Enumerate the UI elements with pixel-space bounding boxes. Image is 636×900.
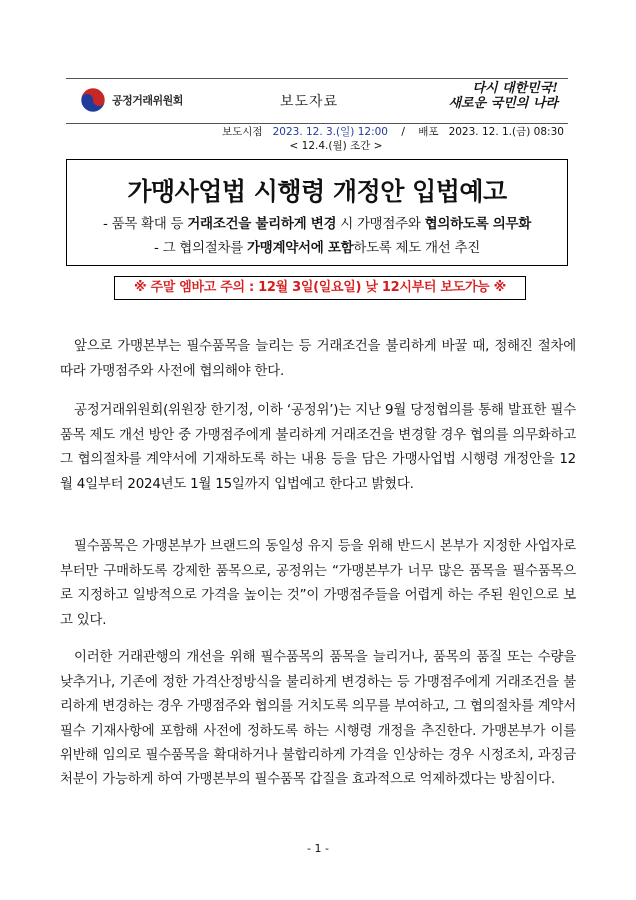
- body-paragraph-1: 앞으로 가맹본부는 필수품목을 늘리는 등 거래조건을 불리하게 바꿀 때, 정해진 절차에 따라 가맹점주와 사전에 협의해야 한다.: [60, 339, 576, 379]
- taegeuk-logo-icon: [80, 87, 106, 113]
- document-header: [66, 78, 568, 124]
- title-box: [66, 159, 568, 266]
- release-label: 보도시점: [222, 126, 263, 138]
- page-number: - 1 -: [307, 842, 329, 855]
- subtitle-2: [67, 236, 567, 256]
- page-title: 가맹사업법 시행령 개정안 입법예고: [127, 177, 507, 206]
- body-paragraph-4: 이러한 거래관행의 개선을 위해 필수품목의 품목을 늘리거나, 품목의 품질 또는 수량을 낮추거나, 기존에 정한 가격산정방식을 불리하게 변경하는 등 가맹점주에게 거래조건을 불리하게 변경하는 경우 가맹점주와 협의를 거치도록 의무를 부여하고, 그 협의절차를 계약서 필수 기재사항에 포함해 사전에 정하도록 하는 시행령 개정을 추진한다. 가맹본부가 이를 위반해 임의로 필수품목을 확대하거나 불합리하게 가격을 인상하는 경우 시정조치, 과징금 처분이 가능하게 하여 가맹본부의 필수품목 갑질을 효과적으로 억제하겠다는 방침이다.: [60, 650, 576, 788]
- release-separator: /: [401, 126, 405, 138]
- subtitle-1: [67, 212, 567, 232]
- government-slogan: [448, 81, 558, 111]
- release-time: 2023. 12. 3.(일) 12:00: [272, 126, 388, 138]
- distribution-label: 배포: [418, 126, 439, 138]
- subtitle-1-bold-1: 거래조건을 불리하게 변경: [187, 216, 337, 232]
- org-logo: [80, 87, 183, 113]
- morning-edition: [0, 138, 636, 153]
- subtitle-1-mid: 시 가맹점주와: [336, 216, 425, 232]
- subtitle-1-bold-2: 협의하도록 의무화: [424, 216, 531, 232]
- body-paragraph-2: 공정거래위원회(위원장 한기정, 이하 ‘공정위’)는 지난 9월 당정협의를 통해 발표한 필수품목 제도 개선 방안 중 가맹점주에게 불리하게 거래조건을 변경할 경우 협의를 의무화하고 그 협의절차를 계약서에 기재하도록 하는 내용 등을 담은 가맹사업법 시행령 개정안을 12월 4일부터 2024년도 1월 15일까지 입법예고 한다고 밝혔다.: [60, 403, 576, 492]
- distribution-time: 2023. 12. 1.(금) 08:30: [448, 126, 564, 138]
- slogan-line-2: 새로운 국민의 나라: [448, 96, 558, 111]
- body-paragraph-3: 필수품목은 가맹본부가 브랜드의 동일성 유지 등을 위해 반드시 본부가 지정한 사업자로부터만 구매하도록 강제한 품목으로, 공정위는 “가맹본부가 너무 많은 품목을 필수품목으로 지정하고 일방적으로 가격을 높이는 것”이 가맹점주들을 어렵게 하는 주된 원인으로 보고 있다.: [60, 539, 576, 628]
- subtitle-2-suffix: 하도록 제도 개선 추진: [353, 240, 480, 256]
- org-name: 공정거래위원회: [112, 94, 183, 107]
- slogan-line-1: 다시 대한민국!: [472, 81, 558, 96]
- subtitle-2-prefix: - 그 협의절차를: [154, 240, 247, 256]
- subtitle-2-bold: 가맹계약서에 포함: [247, 240, 354, 256]
- document-type: 보도자료: [280, 94, 339, 110]
- embargo-notice: ※ 주말 엠바고 주의 : 12월 3일(일요일) 낮 12시부터 보도가능 ※: [114, 276, 526, 300]
- subtitle-1-prefix: - 품목 확대 등: [103, 216, 188, 232]
- morning-edition-text: < 12.4.(월) 조간 >: [289, 140, 383, 152]
